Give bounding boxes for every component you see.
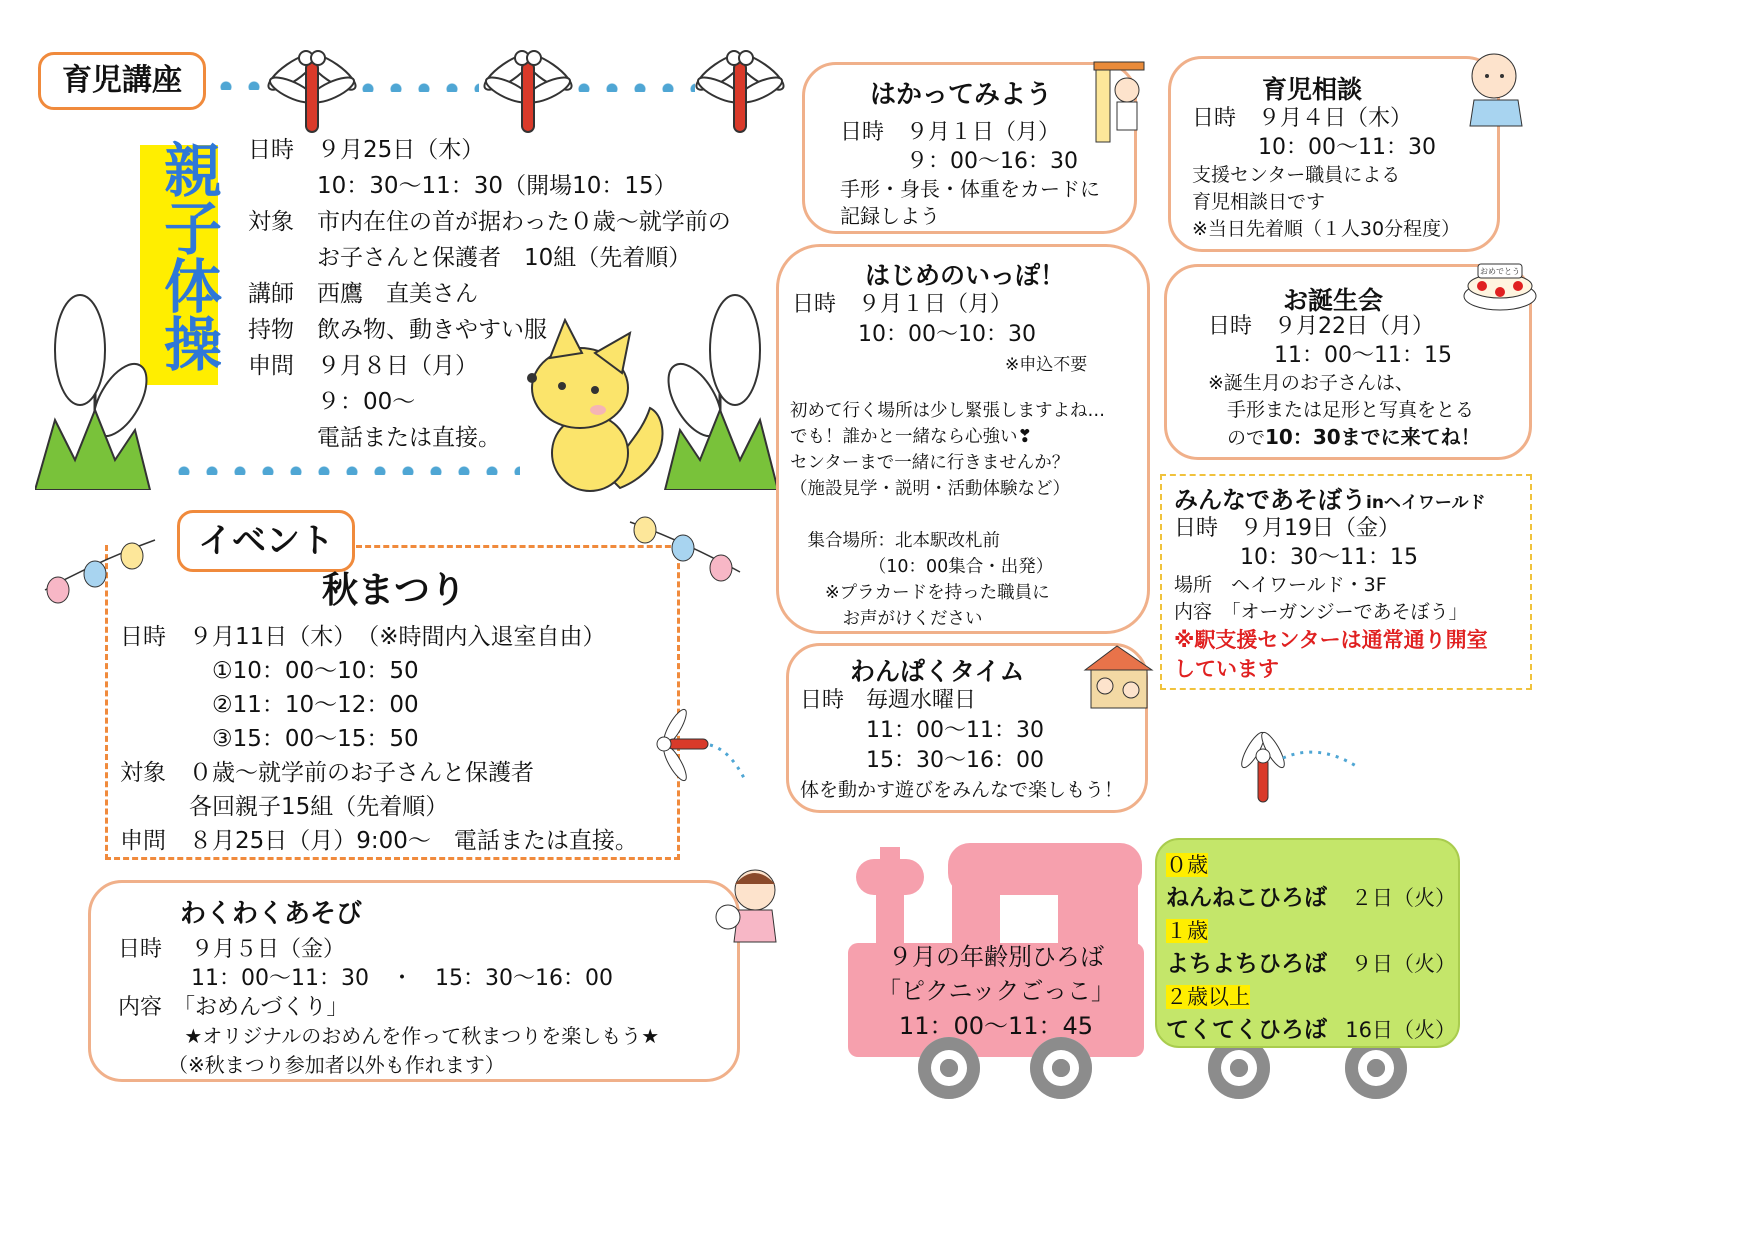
detail-line: お子さんと保護者 10組（先着順） <box>248 245 692 271</box>
detail-line: 対象 市内在住の首が据わった０歳～就学前の <box>248 209 731 235</box>
event-title: 秋まつり <box>322 570 467 611</box>
detail-line: ９：00～ <box>248 389 416 415</box>
wakuwaku-title: わくわくあそび <box>180 899 363 929</box>
detail-line: 各回親子15組（先着順） <box>120 794 449 820</box>
plaza-row <box>1166 880 1456 916</box>
detail-line: 場所 ヘイワールド・3F <box>1174 574 1387 596</box>
detail-line: 持物 飲み物、動きやすい服 <box>248 317 547 343</box>
detail-line: 10：30～11：15 <box>1174 545 1418 570</box>
no-reservation-note: ※申込不要 <box>1005 355 1088 375</box>
dotted-line <box>570 82 695 92</box>
detail-line: 対象 ０歳～就学前のお子さんと保護者 <box>120 760 534 786</box>
body-line: 集合場所：北本駅改札前 <box>790 531 1000 551</box>
detail-line: （※秋まつり参加者以外も作れます） <box>118 1053 505 1077</box>
body-line: お声がけください <box>790 609 983 629</box>
plaza-name: よちよちひろば <box>1166 951 1327 977</box>
detail-line <box>1208 424 1481 451</box>
dragonfly-icon <box>690 42 790 134</box>
soudan-details <box>1192 104 1460 243</box>
body-line: センターまで一緒に行きませんか？ <box>790 453 1070 473</box>
dragonfly-icon <box>478 42 578 134</box>
hakatte-title: はかってみよう <box>870 80 1053 110</box>
body-line: ※プラカードを持った職員に <box>790 583 1050 603</box>
detail-line: 日時 ９月５日（金） <box>118 937 345 962</box>
hakatte-details <box>840 118 1100 230</box>
dragonfly-icon <box>262 42 362 134</box>
detail-line: 手形・身長・体重をカードに <box>840 177 1100 201</box>
dotted-line <box>170 465 520 475</box>
baby-icon <box>1462 48 1532 128</box>
wanpaku-details <box>800 686 1123 804</box>
body-line: （10：00集合・出発） <box>790 557 1054 577</box>
notice-line: ※駅支援センターは通常通り開室 <box>1174 628 1488 652</box>
body-line: でも！誰かと一緒なら心強い❣ <box>790 427 1033 447</box>
birthday-cake-icon <box>1462 256 1538 312</box>
lantern-garland-icon <box>40 530 160 610</box>
detail-line: 内容 「おめんづくり」 <box>118 995 349 1020</box>
train-wheel-icon <box>1030 1037 1092 1099</box>
plaza-name: てくてくひろば <box>1166 1017 1327 1043</box>
detail-line: 手形または足形と写真をとる <box>1208 399 1475 421</box>
minna-details <box>1174 514 1488 684</box>
dragonfly-icon <box>650 705 750 785</box>
detail-line: 内容 「オーガンジーであそぼう」 <box>1174 601 1468 623</box>
age-label: ０歳 <box>1166 853 1208 877</box>
parenting-lecture-tag: 育児講座 <box>38 52 206 110</box>
dragonfly-icon <box>1228 728 1358 808</box>
train-line2: 「ピクニックごっこ」 <box>876 977 1116 1005</box>
detail-line: 体を動かす遊びをみんなで楽しもう！ <box>800 779 1124 801</box>
train-line3: 11：00～11：45 <box>898 1012 1094 1040</box>
age-row <box>1166 850 1456 880</box>
plaza-name: ねんねこひろば <box>1166 885 1327 911</box>
detail-line: ９：00～16：30 <box>840 149 1078 174</box>
birthday-last-prefix: ので <box>1208 427 1266 449</box>
detail-line: 日時 ９月11日（木） （※時間内入退室自由） <box>120 624 606 650</box>
detail-line: 11：00～11：15 <box>1208 343 1452 368</box>
detail-line: 支援センター職員による <box>1192 164 1401 186</box>
child-with-balloon-icon <box>710 862 790 952</box>
train-text <box>848 942 1144 1042</box>
hajimeno-title: はじめのいっぽ！ <box>865 261 1066 290</box>
detail-line: 10：30～11：30（開場10：15） <box>248 173 677 199</box>
detail-line: 申問 ８月25日（月）9:00～ 電話または直接。 <box>120 828 638 854</box>
hajimeno-body <box>790 398 1105 632</box>
detail-line: 電話または直接。 <box>248 425 501 451</box>
event-tag: イベント <box>177 510 355 572</box>
age-row <box>1166 916 1456 946</box>
lantern-garland-icon <box>625 512 745 592</box>
train-line1: ９月の年齢別ひろば <box>888 943 1104 971</box>
notice-line: しています <box>1174 657 1279 681</box>
detail-line: 11：00～11：30 <box>800 718 1044 743</box>
detail-line: ①10：00～10：50 <box>120 658 419 684</box>
detail-line: ③15：00～15：50 <box>120 726 419 752</box>
plaza-row <box>1166 1012 1456 1048</box>
body-line: （施設見学・説明・活動体験など） <box>790 479 1070 499</box>
wanpaku-title: わんぱくタイム <box>850 657 1025 686</box>
birthday-deadline: 10：30までに来てね！ <box>1265 425 1481 449</box>
playhouse-icon <box>1077 640 1157 710</box>
detail-line: 10：00～11：30 <box>1192 135 1436 160</box>
detail-line: 日時 ９月19日（金） <box>1174 516 1400 541</box>
body-line <box>790 502 1105 528</box>
pampas-grass-icon <box>35 290 155 490</box>
detail-line: 日時 毎週水曜日 <box>800 688 977 713</box>
wakuwaku-details <box>118 935 659 1080</box>
detail-line: 日時 ９月22日（月） <box>1208 314 1434 339</box>
age-label: １歳 <box>1166 919 1208 943</box>
plaza-row <box>1166 946 1456 982</box>
birthday-details <box>1208 312 1481 451</box>
plaza-date: ９日（火） <box>1351 952 1456 976</box>
age-row <box>1166 982 1456 1012</box>
birthday-title: お誕生会 <box>1283 286 1384 315</box>
detail-line: 10：00～10：30 <box>792 322 1036 347</box>
hajimeno-details <box>792 290 1036 350</box>
detail-line: 日時 ９月１日（月） <box>840 120 1061 145</box>
detail-line: ※当日先着順（１人30分程度） <box>1192 218 1461 240</box>
dotted-line <box>354 82 479 92</box>
height-measure-icon <box>1092 60 1152 145</box>
minna-title-sub: inヘイワールド <box>1366 493 1486 513</box>
plaza-date: ２日（火） <box>1351 886 1456 910</box>
detail-line: 日時 ９月４日（木） <box>1192 106 1413 131</box>
soudan-title: 育児相談 <box>1262 75 1363 104</box>
body-line: 初めて行く場所は少し緊張しますよね… <box>790 401 1105 421</box>
detail-line: 11：00～11：30 ・ 15：30～16：00 <box>118 966 613 991</box>
plaza-date: 16日（火） <box>1345 1018 1456 1042</box>
detail-line: 申問 ９月８日（月） <box>248 353 478 379</box>
vertical-title-text: 親子体操 <box>154 140 222 372</box>
event-details <box>120 620 638 858</box>
minna-title <box>1174 480 1486 515</box>
detail-line: 15：30～16：00 <box>800 748 1044 773</box>
cake-plate-text: おめでとう <box>1480 267 1520 276</box>
detail-line: ★オリジナルのおめんを作って秋まつりを楽しもう★ <box>118 1024 660 1048</box>
detail-line: ※誕生月のお子さんは、 <box>1208 372 1414 394</box>
detail-line: 記録しよう <box>840 204 940 228</box>
detail-line: 育児相談日です <box>1192 191 1326 213</box>
minna-title-main: みんなであそぼう <box>1174 486 1366 514</box>
parenting-lecture-details <box>248 132 731 456</box>
detail-line: 日時 ９月25日（木） <box>248 137 485 163</box>
age-label: ２歳以上 <box>1166 985 1250 1009</box>
train-wheel-icon <box>918 1037 980 1099</box>
age-groups-list <box>1166 850 1456 1048</box>
detail-line: 日時 ９月１日（月） <box>792 292 1013 317</box>
detail-line: ②11：10～12：00 <box>120 692 419 718</box>
detail-line: 講師 西鷹 直美さん <box>248 281 478 307</box>
